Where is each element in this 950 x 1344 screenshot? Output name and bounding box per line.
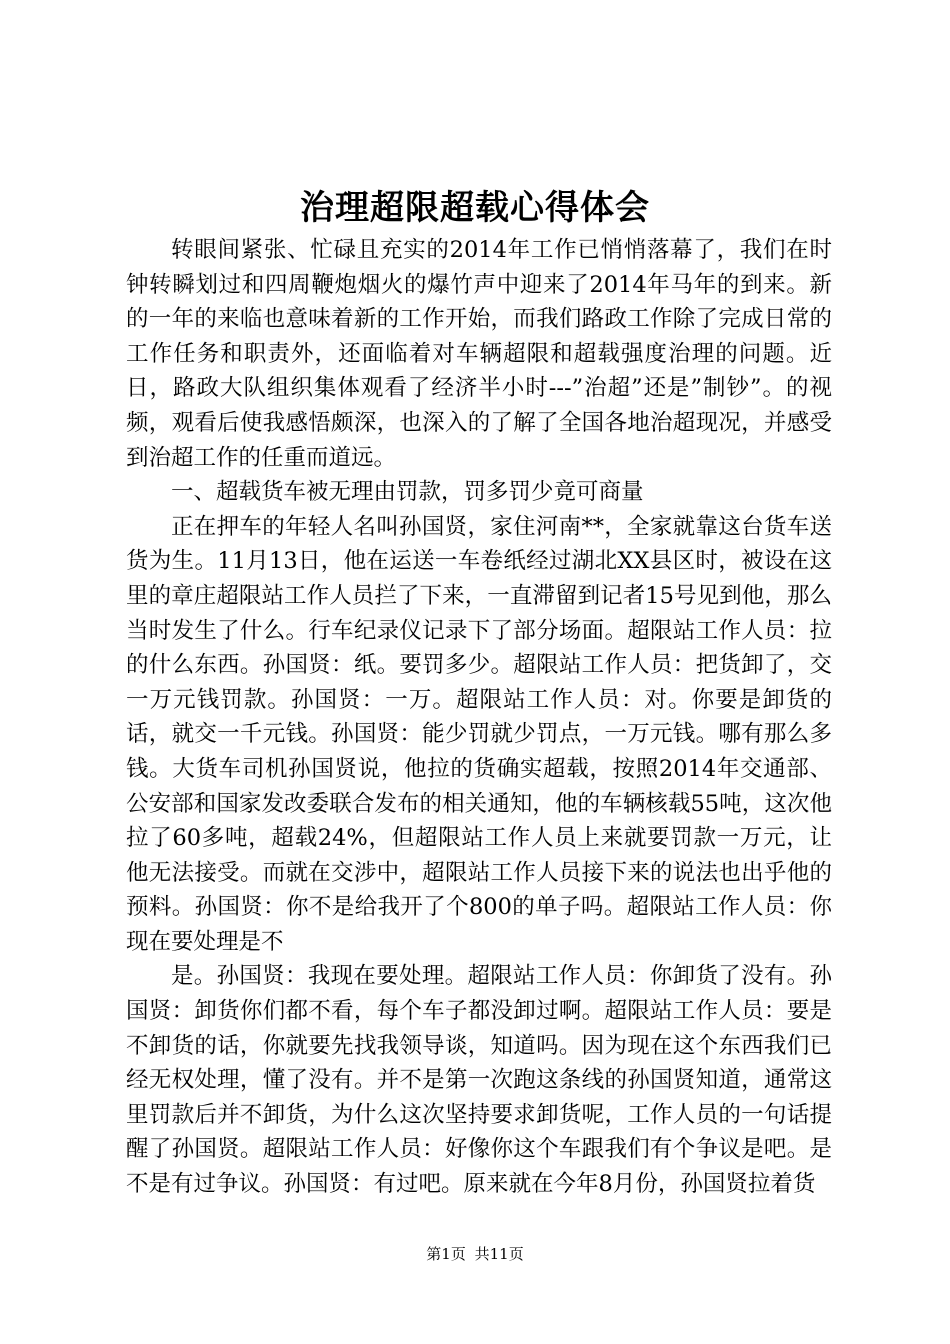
document-body xyxy=(126,233,832,1202)
paragraph-continuation: 是。孙国贤：我现在要处理。超限站工作人员：你卸货了没有。孙国贤：卸货你们都不看，每个车子都没卸过啊。超限站工作人员：要是不卸货的话，你就要先找我领导谈，知道吗。因为现在这个东西我们已经无权处理，懂了没有。并不是第一次跑这条线的孙国贤知道，通常这里罚款后并不卸货，为什么这次坚持要求卸货呢，工作人员的一句话提醒了孙国贤。超限站工作人员：好像你这个车跟我们有个争议是吧。是不是有过争议。孙国贤：有过吧。原来就在今年8月份，孙国贤拉着货 xyxy=(126,963,832,1198)
page-total: 共11页 xyxy=(474,1245,524,1263)
paragraph-story: 正在押车的年轻人名叫孙国贤，家住河南**，全家就靠这台货车送货为生。11月13日，他在运送一车卷纸经过湖北XX县区时，被设在这里的章庄超限站工作人员拦了下来，一直滞留到记者15号见到他，那么当时发生了什么。行车纪录仪记录下了部分场面。超限站工作人员：拉的什么东西。孙国贤：纸。要罚多少。超限站工作人员：把货卸了，交一万元钱罚款。孙国贤：一万。超限站工作人员：对。你要是卸货的话，就交一千元钱。孙国贤：能少罚就少罚点，一万元钱。哪有那么多钱。大货车司机孙国贤说，他拉的货确实超载，按照2014年交通部、公安部和国家发改委联合发布的相关通知，他的车辆核载55吨，这次他拉了60多吨，超载24%，但超限站工作人员上来就要罚款一万元，让他无法接受。而就在交涉中，超限站工作人员接下来的说法也出乎他的预料。孙国贤：你不是给我开了个800的单子吗。超限站工作人员：你现在要处理是不 xyxy=(126,513,832,955)
paragraph-intro: 转眼间紧张、忙碌且充实的2014年工作已悄悄落幕了，我们在时钟转瞬划过和四周鞭炮烟火的爆竹声中迎来了2014年马年的到来。新的一年的来临也意味着新的工作开始，而我们路政工作除了完成日常的工作任务和职责外，还面临着对车辆超限和超载强度治理的问题。近日，路政大队组织集体观看了经济半小时---”治超”还是”制钞”。的视频，观看后使我感悟颇深，也深入的了解了全国各地治超现况，并感受到治超工作的任重而道远。 xyxy=(126,237,832,471)
page-footer xyxy=(0,1244,950,1264)
document-title: 治理超限超载心得体会 xyxy=(300,188,650,228)
section-heading: 一、超载货车被无理由罚款，罚多罚少竟可商量 xyxy=(171,479,644,506)
page-number: 第1页 xyxy=(426,1245,466,1263)
